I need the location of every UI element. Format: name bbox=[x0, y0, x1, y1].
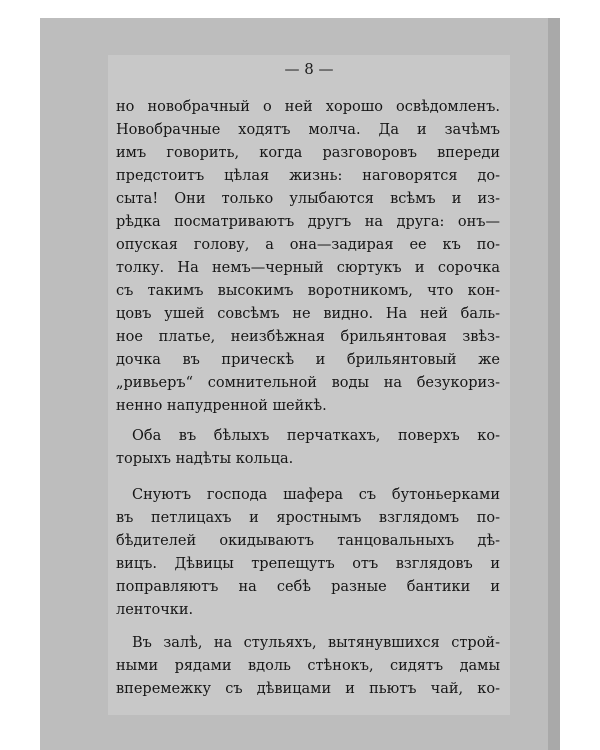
text-line: но новобрачный о ней хорошо освѣдомленъ. bbox=[116, 99, 500, 115]
text-line: вперемежку съ дѣвицами и пьютъ чай, ко- bbox=[116, 681, 500, 697]
text-line: Въ залѣ, на стульяхъ, вытянувшихся строй- bbox=[132, 635, 500, 651]
text-line: сыта! Они только улыбаются всѣмъ и из- bbox=[116, 191, 500, 207]
text-line: Оба въ бѣлыхъ перчаткахъ, поверхъ ко- bbox=[132, 428, 500, 444]
text-line: съ такимъ высокимъ воротникомъ, что кон- bbox=[116, 283, 500, 299]
text-line: ленточки. bbox=[116, 602, 194, 618]
text-line: предстоитъ цѣлая жизнь: наговорятся до- bbox=[116, 168, 500, 184]
text-line: ненно напудренной шейкѣ. bbox=[116, 398, 327, 414]
text-line: Новобрачные ходятъ молча. Да и зачѣмъ bbox=[116, 122, 500, 138]
text-line: торыхъ надѣты кольца. bbox=[116, 451, 294, 467]
text-line: рѣдка посматриваютъ другъ на друга: онъ— bbox=[116, 214, 500, 230]
text-line: ное платье, неизбѣжная брильянтовая звѣз- bbox=[116, 329, 500, 345]
text-line: дочка въ прическѣ и брильянтовый же bbox=[116, 352, 500, 368]
bleed-through-text bbox=[260, 720, 580, 750]
scan-edge-shadow bbox=[548, 18, 560, 750]
text-line: поправляютъ на себѣ разные бантики и bbox=[116, 579, 500, 595]
text-line: имъ говорить, когда разговоровъ впереди bbox=[116, 145, 500, 161]
text-line: Снуютъ господа шафера съ бутоньерками bbox=[132, 487, 500, 503]
text-line: вицъ. Дѣвицы трепещутъ отъ взглядовъ и bbox=[116, 556, 500, 572]
text-line: ными рядами вдоль стѣнокъ, сидятъ дамы bbox=[116, 658, 500, 674]
text-line: толку. На немъ—черный сюртукъ и сорочка bbox=[116, 260, 500, 276]
text-line: опуская голову, а она—задирая ее къ по- bbox=[116, 237, 500, 253]
text-line: „ривьеръ“ сомнительной воды на безукориз- bbox=[116, 375, 500, 391]
text-line: цовъ ушей совсѣмъ не видно. На ней баль- bbox=[116, 306, 500, 322]
text-line: бѣдителей окидываютъ танцовальныхъ дѣ- bbox=[116, 533, 500, 549]
page-number: — 8 — bbox=[284, 60, 334, 78]
text-line: въ петлицахъ и яростнымъ взглядомъ по- bbox=[116, 510, 500, 526]
